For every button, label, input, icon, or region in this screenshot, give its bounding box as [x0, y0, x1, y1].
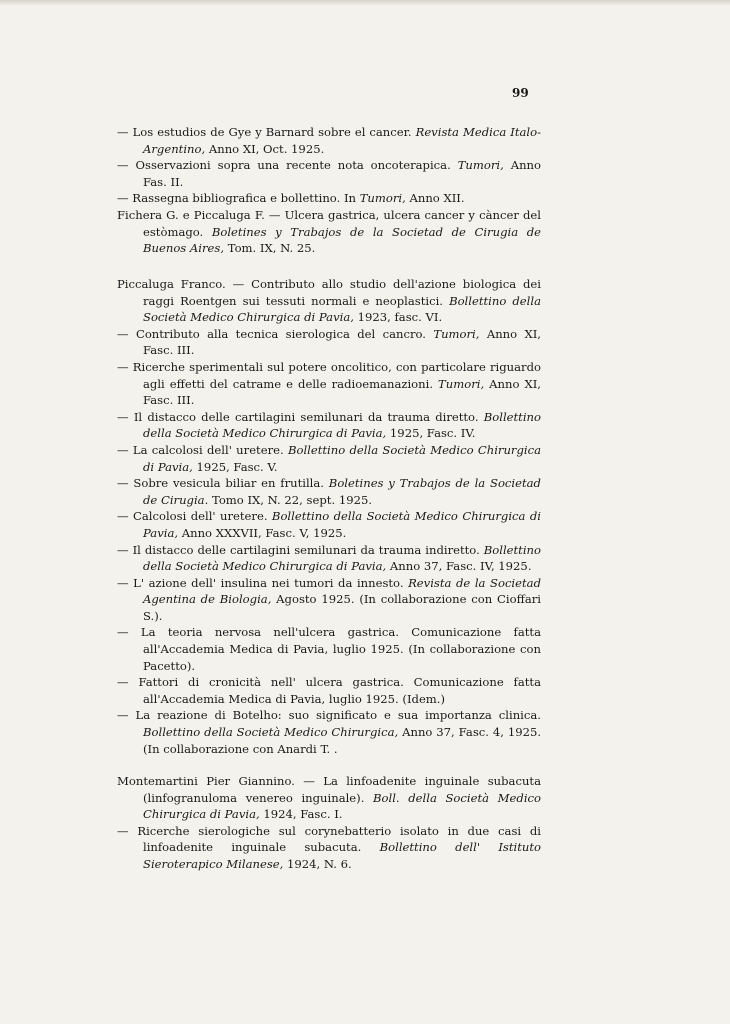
bibliography-entry: — Contributo alla tecnica sierologica del cancro. Tumori, Anno XI, Fasc. III. [117, 326, 541, 358]
page-number: 99 [512, 86, 529, 100]
bibliography-entry: Montemartini Pier Giannino. — La linfoadenite inguinale subacuta (linfogranuloma venereo inguinale). Boll. della Società Medico Chirurgica di Pavia, 1924, Fasc. I. [117, 774, 541, 822]
bibliography-entry: — La teoria nervosa nell'ulcera gastrica. Comunicazione fatta all'Accademia Medica di Pavia, luglio 1925. (In collaborazione con Pacetto). [117, 625, 541, 673]
bibliography-entry: — Ricerche sperimentali sul potere oncolitico, con particolare riguardo agli effetti del catrame e delle radioemanazioni. Tumori, Anno XI, Fasc. III. [117, 359, 541, 408]
bibliography-section-2 [117, 276, 541, 757]
bibliography-entry: Fichera G. e Piccaluga F. — Ulcera gastrica, ulcera cancer y càncer del estòmago. Boletines y Trabajos de la Societad de Cirugia de Buenos Aires, Tom. IX, N. 25. [117, 207, 541, 256]
bibliography-entry: — L' azione dell' insulina nei tumori da innesto. Revista de la Societad Agentina de Biologia, Agosto 1925. (In collaborazione con Cioffari S.). [117, 575, 541, 623]
bibliography-entry: — Osservazioni sopra una recente nota oncoterapica. Tumori, Anno Fas. II. [117, 158, 541, 189]
bibliography-entry: — Ricerche sierologiche sul corynebatterio isolato in due casi di linfoadenite inguinale subacuta. Bollettino dell' Istituto Sieroterapico Milanese, 1924, N. 6. [117, 823, 541, 871]
bibliography-entry: — Sobre vesicula biliar en frutilla. Boletines y Trabajos de la Societad de Cirugia. Tomo IX, N. 22, sept. 1925. [117, 476, 541, 507]
bibliography-entry: — La reazione di Botelho: suo significato e sua importanza clinica. Bollettino della Società Medico Chirurgica, Anno 37, Fasc. 4, 1925. (In collaborazione con Anardi T. . [117, 708, 542, 756]
bibliography-entry: Piccaluga Franco. — Contributo allo studio dell'azione biologica dei raggi Roentgen sui tessuti normali e neoplastici. Bollettino della Società Medico Chirurgica di Pavia, 1923, fasc. VI. [117, 277, 541, 325]
bibliography-section-3 [117, 773, 541, 873]
bibliography-entry: — Il distacco delle cartilagini semilunari da trauma indiretto. Bollettino della Società Medico Chirurgica di Pavia, Anno 37, Fasc. IV, 1925. [117, 542, 541, 574]
bibliography-entry: — Los estudios de Gye y Barnard sobre el cancer. Revista Medica Italo-Argentino, Anno XI, Oct. 1925. [117, 125, 541, 156]
bibliography-section-1 [117, 124, 541, 257]
bibliography-entry: — Il distacco delle cartilagini semilunari da trauma diretto. Bollettino della Società Medico Chirurgica di Pavia, 1925, Fasc. IV. [117, 409, 541, 441]
scan-edge [0, 0, 730, 6]
bibliography-entry: — Rassegna bibliografica e bollettino. In Tumori, Anno XII. [117, 191, 465, 206]
bibliography-entry: — La calcolosi dell' uretere. Bollettino della Società Medico Chirurgica di Pavia, 1925, Fasc. V. [117, 442, 541, 474]
bibliography-entry: — Fattori di cronicità nell' ulcera gastrica. Comunicazione fatta all'Accademia Medica di Pavia, luglio 1925. (Idem.) [117, 675, 541, 706]
bibliography-entry: — Calcolosi dell' uretere. Bollettino della Società Medico Chirurgica di Pavia, Anno XXXVII, Fasc. V, 1925. [117, 509, 541, 540]
